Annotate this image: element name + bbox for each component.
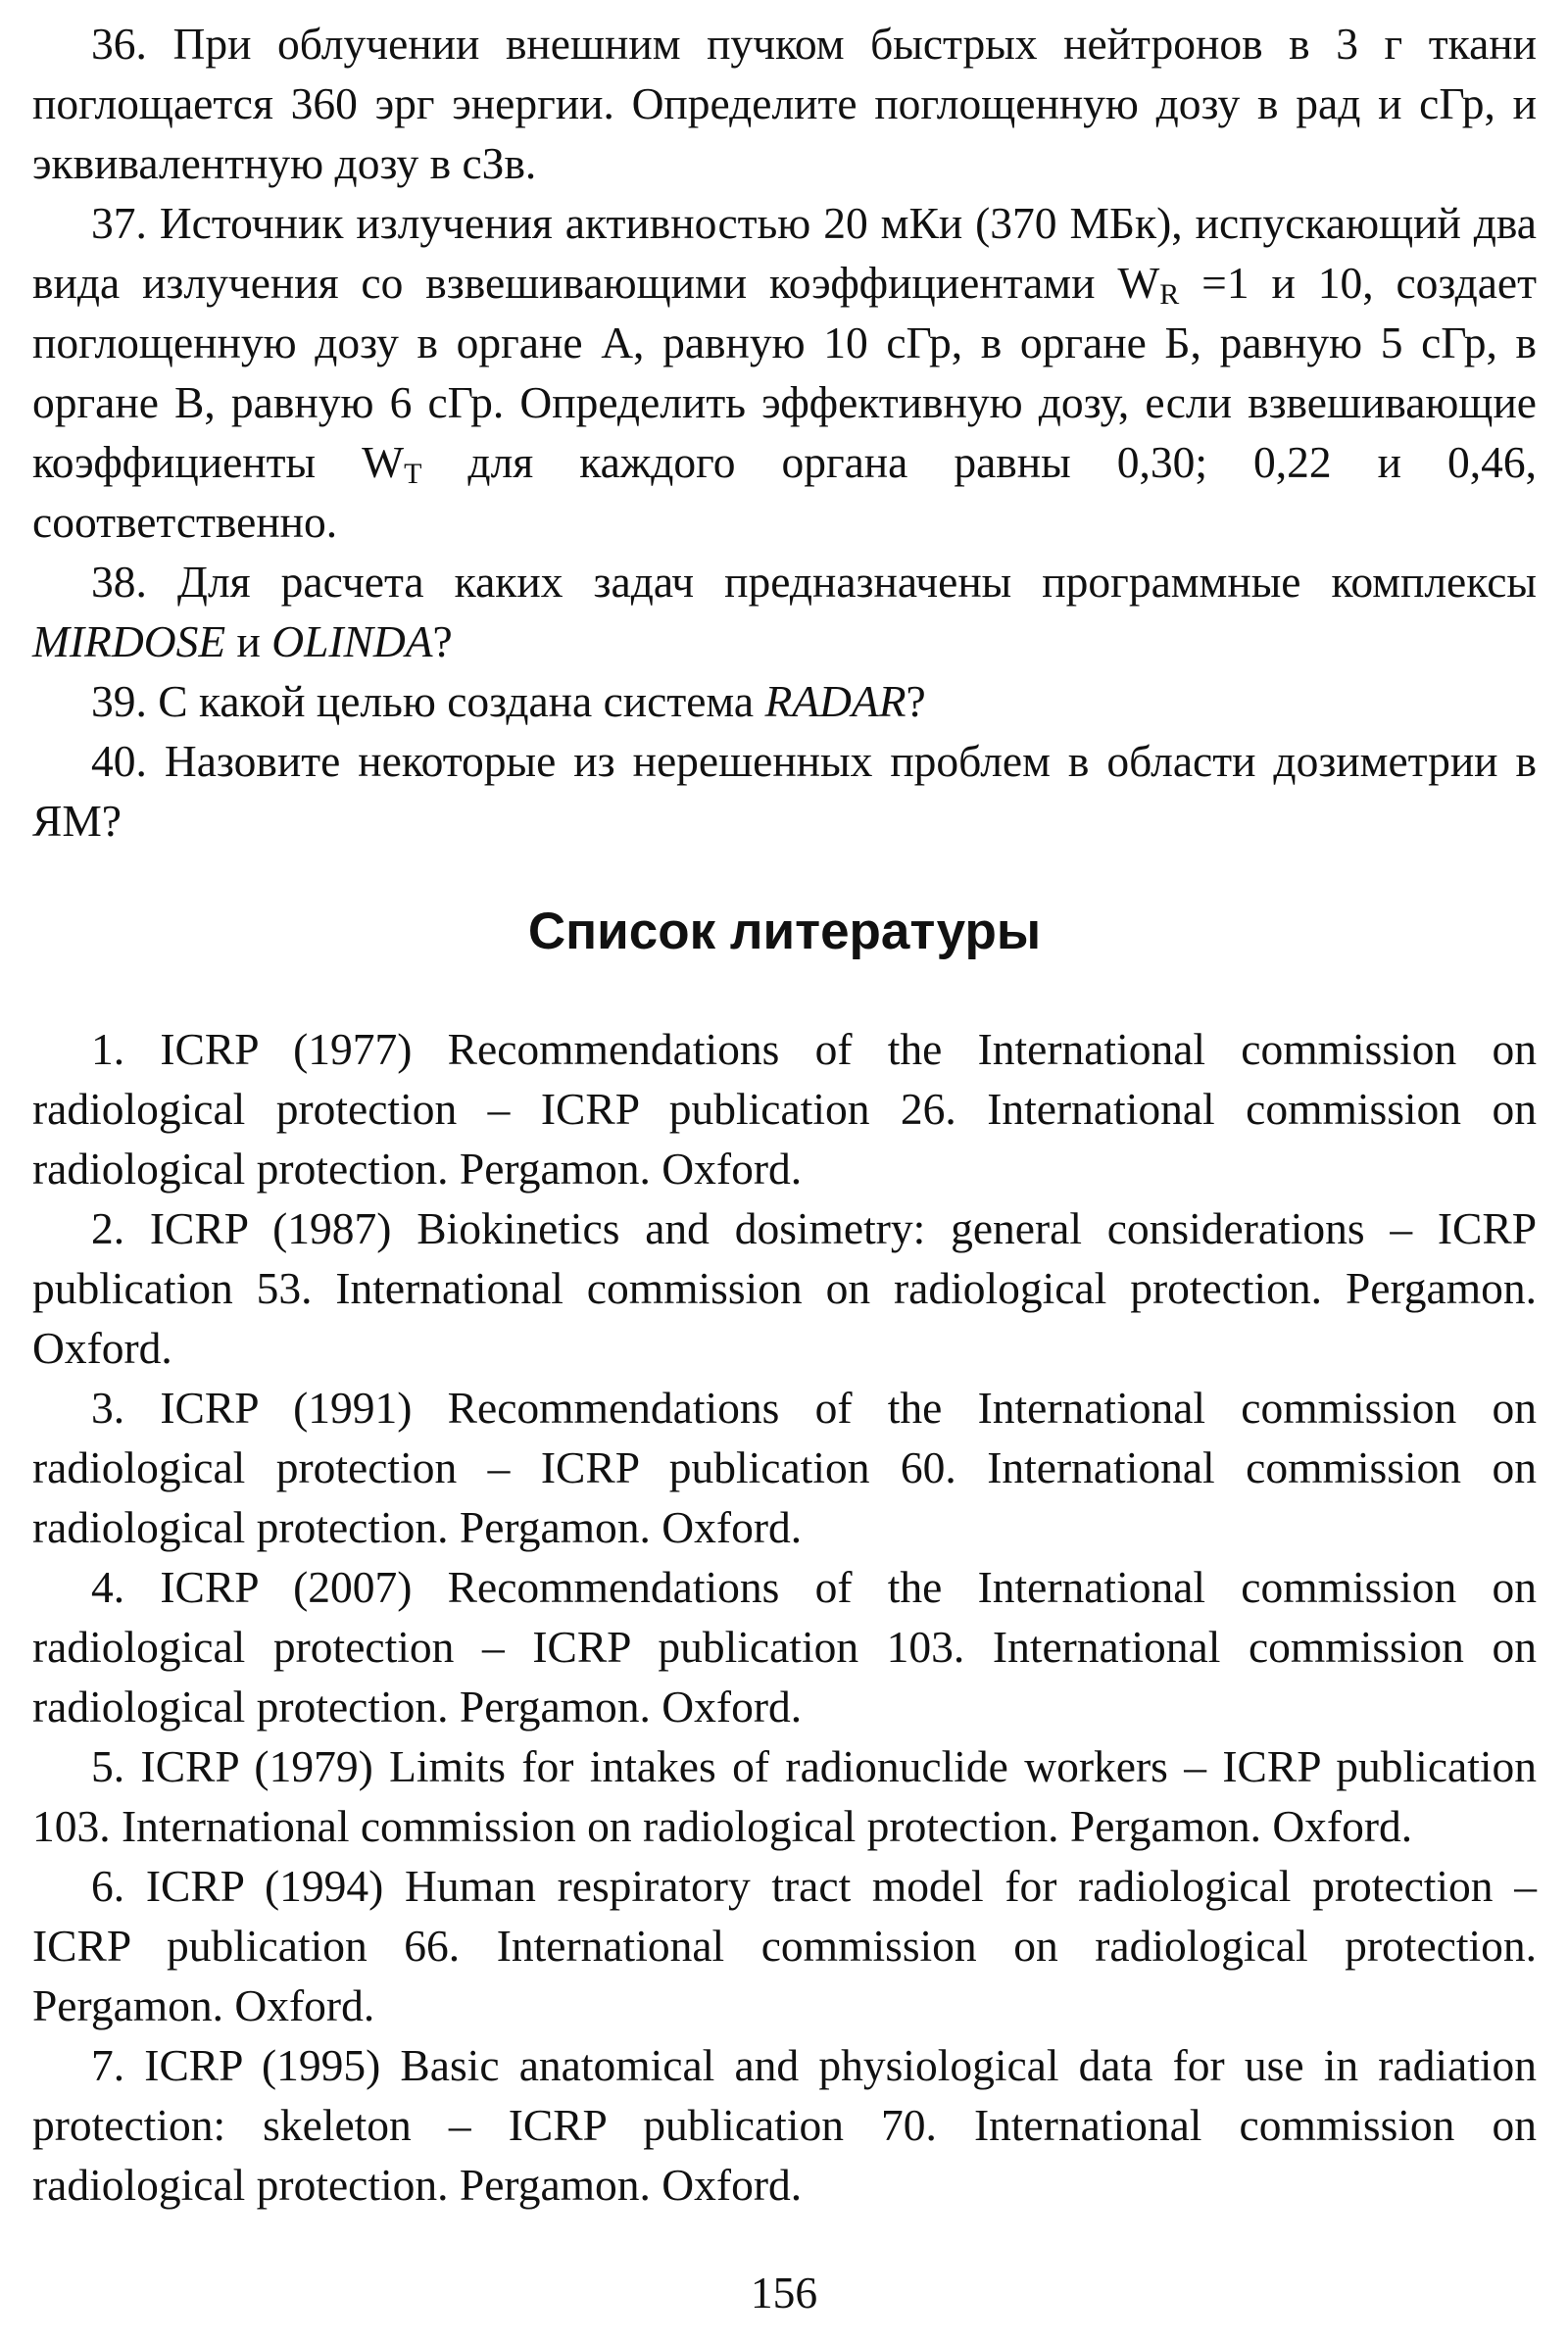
bibliography-item: 6. ICRP (1994) Human respiratory tract model for radiological protection – ICRP publication 66. International commission on radiological protection. Pergamon. Oxford. — [32, 1861, 1537, 2030]
bibliography-item: 5. ICRP (1979) Limits for intakes of radionuclide workers – ICRP publication 103. International commission on radiological protection. Pergamon. Oxford. — [32, 1741, 1537, 1851]
weighting-subscript-t: T — [404, 458, 422, 490]
question-39 — [32, 671, 1537, 731]
question-38-text: 38. Для расчета каких задач предназначены программные комплексы — [91, 557, 1537, 607]
question-37-text-b: =1 и 10, создает поглощенную дозу в органе А, равную 10 сГр, в органе Б, равную 5 сГр, в органе В, равную 6 сГр. Определить эффективную дозу, если взвешивающие коэффициенты W — [32, 258, 1538, 487]
bibliography-item: 1. ICRP (1977) Recommendations of the International commission on radiological protection – ICRP publication 26. International commission on radiological protection. Pergamon. Oxford. — [32, 1024, 1537, 1194]
question-38-conjunction: и — [225, 616, 272, 666]
page-number: 156 — [750, 2268, 818, 2318]
question-39-mark: ? — [906, 676, 926, 726]
software-name-mirdose: MIRDOSE — [32, 616, 226, 666]
question-38 — [32, 552, 1537, 671]
bibliography-heading: Список литературы — [527, 903, 1042, 960]
question-36: 36. При облучении внешним пучком быстрых нейтронов в 3 г ткани поглощается 360 эрг энергии. Определите поглощенную дозу в рад и сГр, и эквивалентную дозу в сЗв. — [32, 19, 1537, 188]
bibliography-item: 4. ICRP (2007) Recommendations of the International commission on radiological protection – ICRP publication 103. International commission on radiological protection. Pergamon. Oxford. — [32, 1562, 1537, 1732]
question-39-text: 39. С какой целью создана система — [91, 676, 765, 726]
software-name-olinda: OLINDA — [271, 616, 433, 666]
bibliography-list — [32, 1019, 1537, 2215]
question-38-mark: ? — [432, 616, 453, 666]
question-37 — [32, 193, 1537, 552]
bibliography-item: 3. ICRP (1991) Recommendations of the International commission on radiological protection – ICRP publication 60. International commission on radiological protection. Pergamon. Oxford. — [32, 1383, 1537, 1552]
question-37-text-a: 37. Источник излучения активностью 20 мКи (370 МБк), испускающий два вида излучения со взвешивающими коэффициентами W — [32, 198, 1537, 308]
document-page — [32, 14, 1537, 2215]
weighting-subscript-r: R — [1159, 278, 1180, 311]
question-37-text-c: для каждого органа равны 0,30; 0,22 и 0,46, соответственно. — [32, 437, 1537, 547]
bibliography-item: 2. ICRP (1987) Biokinetics and dosimetry: general considerations – ICRP publication 53. International commission on radiological protection. Pergamon. Oxford. — [32, 1203, 1537, 1373]
system-name-radar: RADAR — [764, 676, 906, 726]
question-40: 40. Назовите некоторые из нерешенных проблем в области дозиметрии в ЯМ? — [32, 736, 1537, 846]
bibliography-item: 7. ICRP (1995) Basic anatomical and physiological data for use in radiation protection: skeleton – ICRP publication 70. International commission on radiological protection. Pergamon. Oxford. — [32, 2040, 1537, 2210]
